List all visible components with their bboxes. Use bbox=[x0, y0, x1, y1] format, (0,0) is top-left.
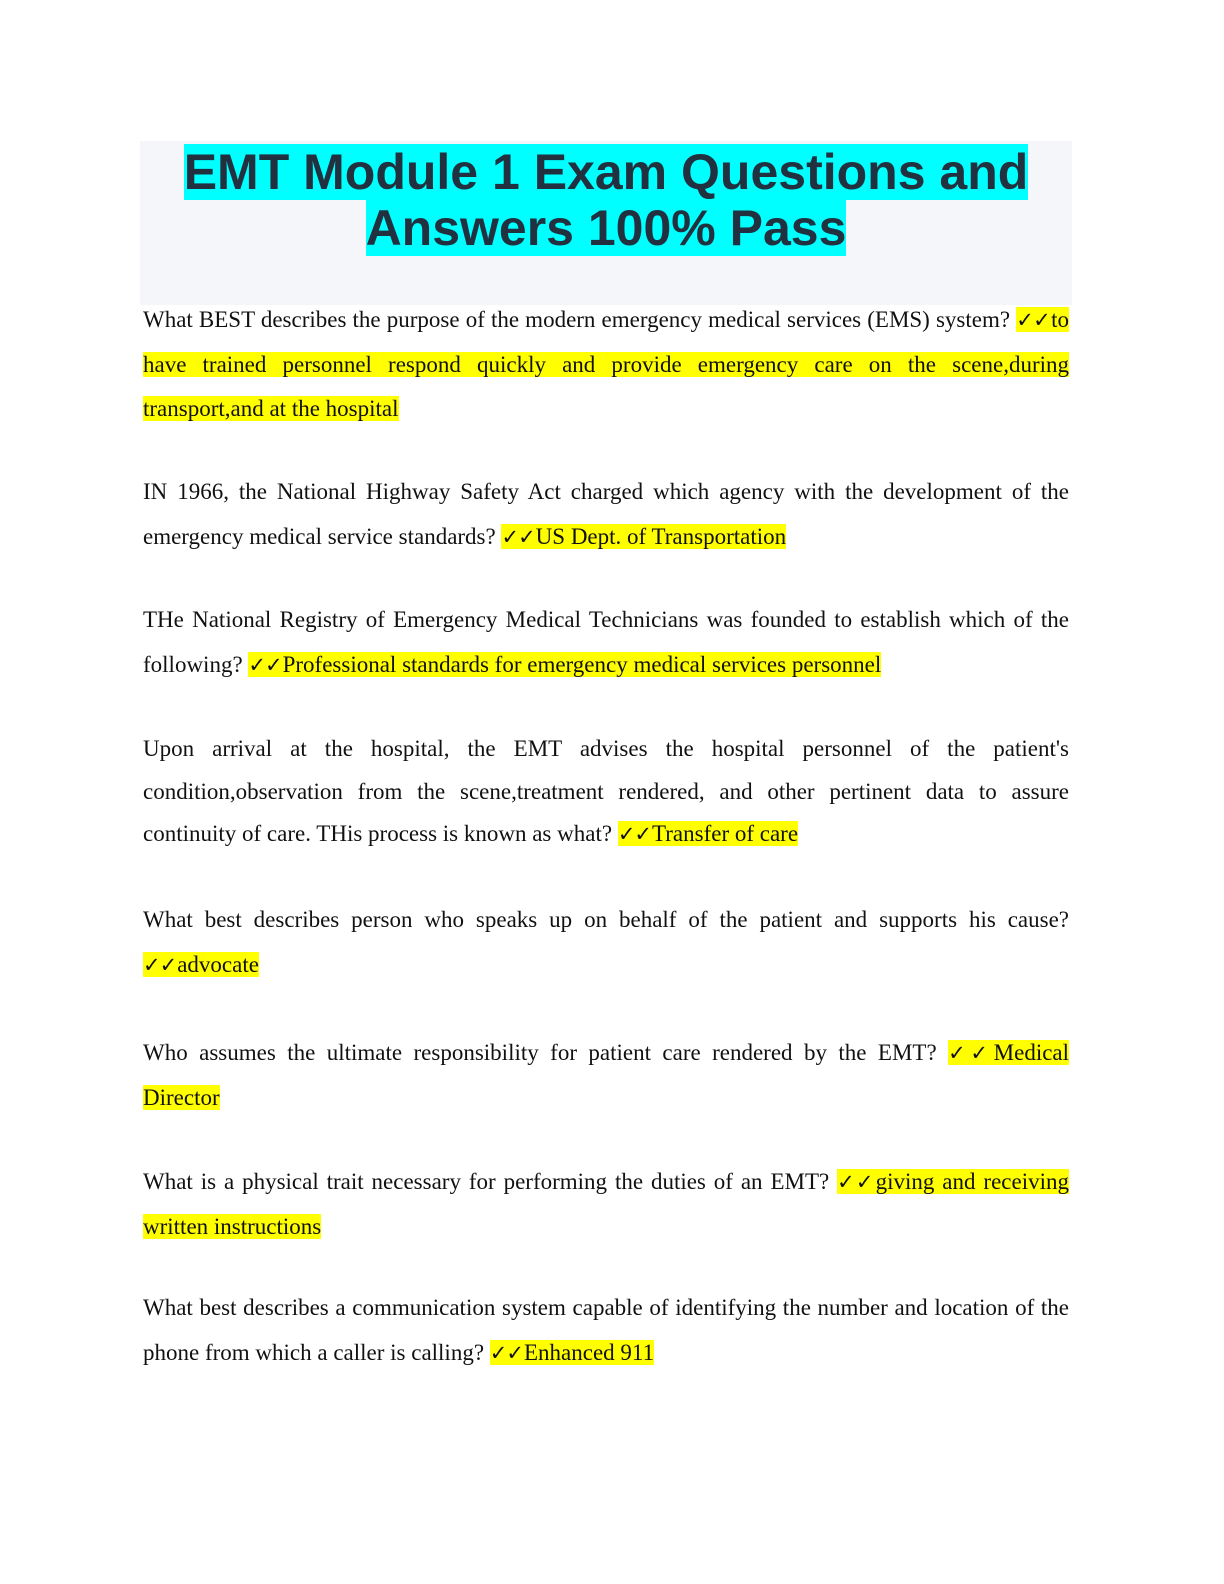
title-line-2: Answers 100% Pass bbox=[365, 200, 847, 256]
qa-item-3 bbox=[143, 598, 1069, 687]
qa-item-6 bbox=[143, 1031, 1069, 1120]
check-mark-icon: ✓✓ bbox=[501, 524, 535, 549]
answer-text: Professional standards for emergency medical services personnel bbox=[282, 651, 882, 677]
answer-text: giving and receiving written instructions bbox=[143, 1169, 1069, 1239]
check-mark-icon: ✓✓ bbox=[248, 652, 282, 677]
answer-text: Enhanced 911 bbox=[524, 1339, 655, 1365]
question-text: Upon arrival at the hospital, the EMT advises the hospital personnel of the patient's condition,observation from the scene,treatment rendered, and other pertinent data to assure continuity of care. THis process is known as what? bbox=[143, 736, 1069, 846]
check-mark-icon: ✓✓ bbox=[837, 1170, 875, 1194]
answer-text: advocate bbox=[177, 951, 259, 977]
question-text: IN 1966, the National Highway Safety Act charged which agency with the development of the emergency medical service standards? bbox=[143, 479, 1069, 549]
answer-text: to have trained personnel respond quickly and provide emergency care on the scene,during transport,and at the hospital bbox=[143, 307, 1069, 421]
answer-text: Transfer of care bbox=[652, 821, 799, 846]
answer-highlight bbox=[501, 524, 786, 549]
question-text: What best describes a communication system capable of identifying the number and location of the phone from which a caller is calling? bbox=[143, 1295, 1069, 1365]
check-mark-icon: ✓✓ bbox=[617, 822, 652, 846]
check-mark-icon: ✓✓ bbox=[143, 952, 177, 977]
question-text: THe National Registry of Emergency Medical Technicians was founded to establish which of the following? bbox=[143, 607, 1069, 677]
answer-highlight bbox=[490, 1340, 654, 1365]
answer-text: US Dept. of Transportation bbox=[535, 523, 787, 549]
qa-item-7 bbox=[143, 1160, 1069, 1249]
answer-highlight bbox=[143, 952, 259, 977]
title-line-1: EMT Module 1 Exam Questions and bbox=[183, 144, 1029, 200]
qa-item-5 bbox=[143, 898, 1069, 987]
title-box bbox=[140, 141, 1072, 305]
page-title bbox=[140, 141, 1072, 256]
check-mark-icon: ✓✓ bbox=[948, 1041, 993, 1065]
qa-item-4 bbox=[143, 728, 1069, 856]
qa-item-8 bbox=[143, 1286, 1069, 1375]
question-text: What best describes person who speaks up on behalf of the patient and supports his cause? bbox=[143, 907, 1069, 932]
check-mark-icon: ✓✓ bbox=[1016, 308, 1051, 332]
answer-highlight bbox=[618, 821, 798, 846]
qa-item-2 bbox=[143, 470, 1069, 559]
answer-text: Medical Director bbox=[143, 1040, 1070, 1110]
question-text: What is a physical trait necessary for performing the duties of an EMT? bbox=[143, 1169, 830, 1194]
question-text: What BEST describes the purpose of the modern emergency medical services (EMS) system? bbox=[143, 307, 1011, 332]
check-mark-icon: ✓✓ bbox=[489, 1340, 523, 1365]
answer-highlight bbox=[248, 652, 881, 677]
qa-item-1 bbox=[143, 298, 1069, 432]
question-text: Who assumes the ultimate responsibility for patient care rendered by the EMT? bbox=[143, 1040, 937, 1065]
